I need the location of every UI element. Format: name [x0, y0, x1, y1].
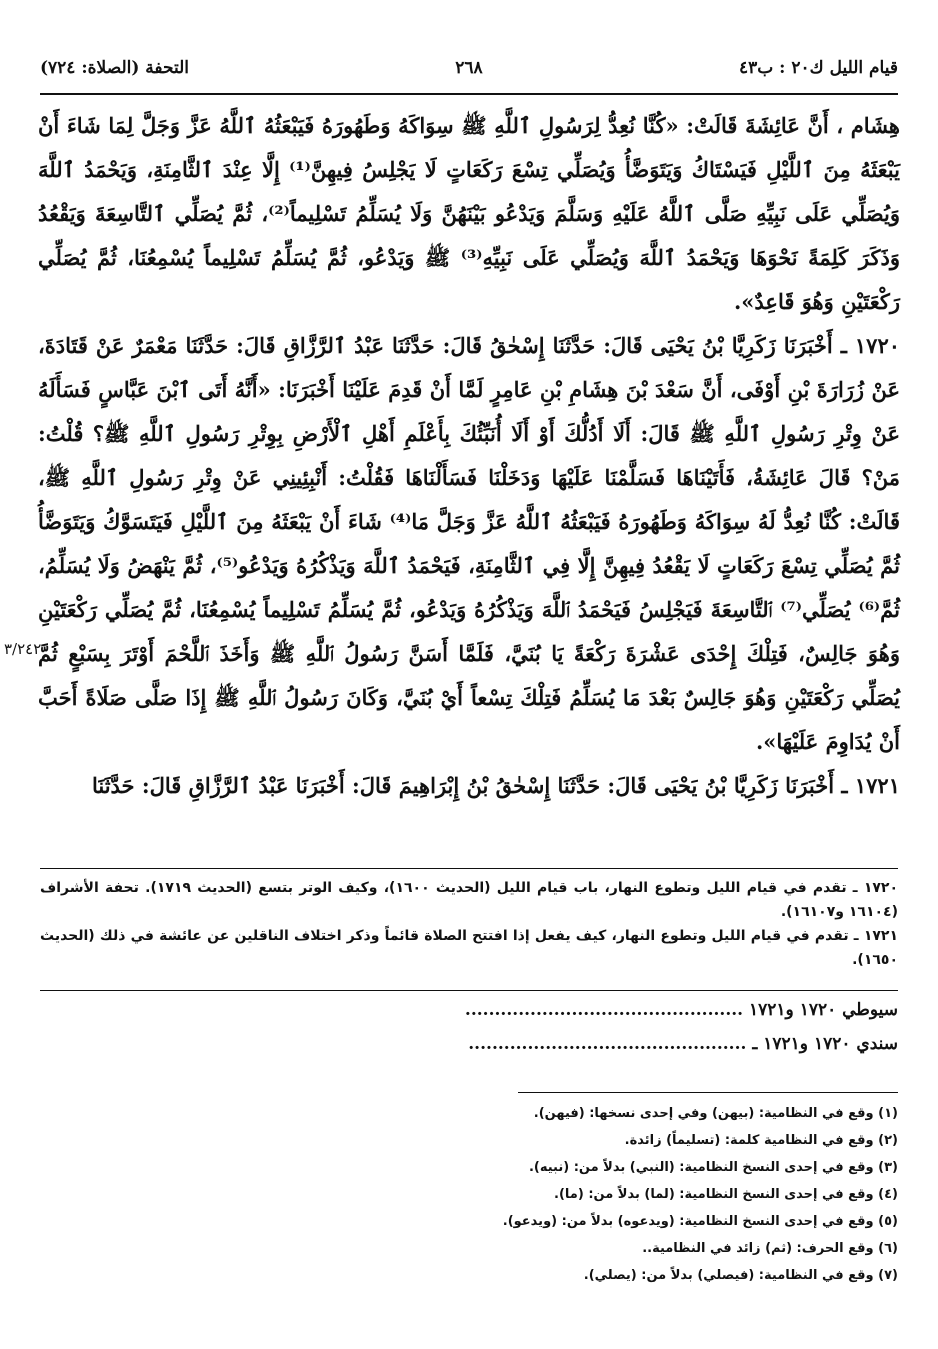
hadith-1720-text: أَخْبَرَنَا زَكَرِيَّا بْنُ يَحْيَى قَالَ: حَدَّثَنَا إِسْحٰقُ قَالَ: حَدَّثَنَا عَبْدُ ٱلرَّزَّاقِ قَالَ: حَدَّثَنَا مَعْمَرٌ عَنْ قَتَادَةَ، عَنْ زُرَارَةَ بْنِ أَوْفَى، أَنَّ سَعْدَ بْنَ هِشَامِ بْنِ عَامِرٍ لَمَّا أَنْ قَدِمَ عَلَيْنَا أَخْبَرَنَا: «أَنَّهُ أَتَى ٱبْنَ عَبَّاسٍ فَسَأَلَهُ عَنْ وِتْرِ رَسُولِ ٱللَّهِ ﷺ قَالَ: أَلَا أَدُلُّكَ أَوْ أَلَا أُنَبِّئُكَ بِأَعْلَمِ أَهْلِ ٱلْأَرْضِ بِوِتْرِ رَسُولِ ٱللَّهِ ﷺ؟ قُلْتُ: مَنْ؟ قَالَ عَائِشَةُ، فَأَتَيْنَاهَا فَسَلَّمْنَا عَلَيْهَا وَدَخَلْنَا فَسَأَلْنَاهَا فَقُلْتُ: أَنْبِئِينِي عَنْ وِتْرِ رَسُولِ ٱللَّهِ ﷺ، قَالَتْ: كُنَّا نُعِدُّ لَهُ سِوَاكَهُ وَطَهُورَهُ فَيَبْعَثُهُ ٱللَّهُ عَزَّ وَجَلَّ مَا⁽⁴⁾ شَاءَ أَنْ يَبْعَثَهُ مِنَ ٱللَّيْلِ فَيَتَسَوَّكُ وَيَتَوَضَّأُ ثُمَّ يُصَلِّي تِسْعَ رَكَعَاتٍ لَا يَقْعُدُ فِيهِنَّ إِلَّا فِي ٱلثَّامِنَةِ، فَيَحْمَدُ ٱللَّهَ وَيَذْكُرُهُ وَيَدْعُو⁽⁵⁾، ثُمَّ يَنْهَضُ وَلَا يُسَلِّمُ، ثُمَّ⁽⁶⁾ يُصَلِّي⁽⁷⁾ ٱلتَّاسِعَةَ فَيَجْلِسُ فَيَحْمَدُ ٱللَّهَ وَيَذْكُرُهُ وَيَدْعُو، ثُمَّ يُسَلِّمُ تَسْلِيماً يُسْمِعُنَا، ثُمَّ يُصَلِّي رَكْعَتَيْنِ وَهُوَ جَالِسٌ، فَتِلْكَ إِحْدَى عَشْرَةَ رَكْعَةً يَا بُنَيَّ، فَلَمَّا أَسَنَّ رَسُولُ ٱللَّهِ ﷺ وَأَخَذَ ٱللَّحْمَ أَوْتَرَ بِسَبْعٍ ثُمَّ يُصَلِّي رَكْعَتَيْنِ وَهُوَ جَالِسٌ بَعْدَ مَا يُسَلِّمُ فَتِلْكَ تِسْعاً أَيْ بُنَيَّ، وَكَانَ رَسُولُ ٱللَّهِ ﷺ إِذَا صَلَّى صَلَاةً أَحَبَّ أَنْ يُدَاوِمَ عَلَيْهَا». [38, 333, 900, 754]
hadith-number-1720: ١٧٢٠ ـ [840, 333, 901, 358]
crossref-rule [40, 990, 898, 991]
footnote-3: (٣) وقع في إحدى النسخ النظامية: (النبي) بدلاً من: (نبيه). [528, 1160, 898, 1175]
suyuti-leader-dots: ............................................... [464, 1000, 744, 1020]
footnotes-rule [518, 1092, 898, 1093]
header-rule [40, 93, 898, 95]
page-header [40, 58, 898, 88]
crossref-sindi [40, 1030, 898, 1058]
takhrij-notes [40, 876, 898, 972]
footnotes [40, 1100, 898, 1289]
running-title-left: التحفة (الصلاة: ٧٢٤) [40, 58, 190, 78]
takhrij-1720: ١٧٢٠ ـ تقدم في قيام الليل وتطوع النهار، باب قيام الليل (الحديث ١٦٠٠)، وكيف الوتر بتسع (الحديث ١٧١٩). تحفة الأشراف (١٦١٠٤ و١٦١٠٧). [40, 880, 899, 920]
hadith-1721 [38, 764, 900, 808]
running-title-right: قيام الليل ك٢٠ : ب٤٣ [738, 58, 898, 78]
sindi-label: سندي ١٧٢٠ و١٧٢١ ـ [752, 1034, 898, 1054]
page-number: ٢٦٨ [455, 58, 483, 78]
hadith-1720 [38, 324, 900, 764]
hadith-number-1721: ١٧٢١ ـ [841, 773, 900, 798]
sindi-leader-dots: ............................................... [468, 1034, 747, 1054]
footnote-5: (٥) وقع في إحدى النسخ النظامية: (ويدعوه) بدلاً من: (ويدعو). [502, 1214, 898, 1229]
hadith-1721-text: أَخْبَرَنَا زَكَرِيَّا بْنُ يَحْيَى قَالَ: حَدَّثَنَا إِسْحٰقُ بْنُ إِبْرَاهِيمَ قَالَ: أَخْبَرَنَا عَبْدُ ٱلرَّزَّاقِ قَالَ: حَدَّثَنَا [91, 773, 835, 798]
footnote-4: (٤) وقع في إحدى النسخ النظامية: (لما) بدلاً من: (ما). [554, 1187, 898, 1202]
main-text [38, 104, 900, 808]
footnote-7: (٧) وقع في النظامية: (فيصلي) بدلاً من: (يصلي). [583, 1268, 898, 1283]
hadith-1719-continuation: هِشَام ، أَنَّ عَائِشَةَ قَالَتْ: «كُنَّا نُعِدُّ لِرَسُولِ ٱللَّهِ ﷺ سِوَاكَهُ وَطَهُورَهُ فَيَبْعَثُهُ ٱللَّهُ عَزَّ وَجَلَّ لِمَا شَاءَ أَنْ يَبْعَثَهُ مِنَ ٱللَّيْلِ فَيَسْتَاكُ وَيَتَوَضَّأُ وَيُصَلِّي تِسْعَ رَكَعَاتٍ لَا يَجْلِسُ فِيهِنَّ⁽¹⁾ إِلَّا عِنْدَ ٱلثَّامِنَةِ، وَيَحْمَدُ ٱللَّهَ وَيُصَلِّي عَلَى نَبِيِّهِ صَلَّى ٱللَّهُ عَلَيْهِ وَسَلَّمَ وَيَدْعُو بَيْنَهُنَّ وَلَا يُسَلِّمُ تَسْلِيماً⁽²⁾، ثُمَّ يُصَلِّي ٱلتَّاسِعَةَ وَيَقْعُدُ وَذَكَرَ كَلِمَةً نَحْوَهَا وَيَحْمَدُ ٱللَّهَ وَيُصَلِّي عَلَى نَبِيِّهِ⁽³⁾ ﷺ وَيَدْعُو، ثُمَّ يُسَلِّمُ تَسْلِيماً يُسْمِعُنَا، ثُمَّ يُصَلِّي رَكْعَتَيْنِ وَهُوَ قَاعِدٌ». [38, 113, 900, 314]
footnote-6: (٦) وقع الحرف: (ثم) زائد في النظامية.. [642, 1241, 898, 1256]
footnote-1: (١) وقع في النظامية: (بيهن) وفي إحدى نسخها: (فيهن). [533, 1106, 898, 1121]
suyuti-label: سيوطي ١٧٢٠ و١٧٢١ [749, 1000, 898, 1020]
crossref-suyuti [40, 996, 898, 1024]
takhrij-1721: ١٧٢١ ـ تقدم في قيام الليل وتطوع النهار، كيف يفعل إذا افتتح الصلاة قائماً وذكر اختلاف الناقلين عن عائشة في ذلك (الحديث ١٦٥٠). [40, 928, 898, 968]
footnote-2: (٢) وقع في النظامية كلمة: (تسليماً) زائدة. [624, 1133, 898, 1148]
margin-volume-reference: ٣/٢٤٢ [4, 640, 42, 658]
takhrij-rule [40, 868, 898, 869]
